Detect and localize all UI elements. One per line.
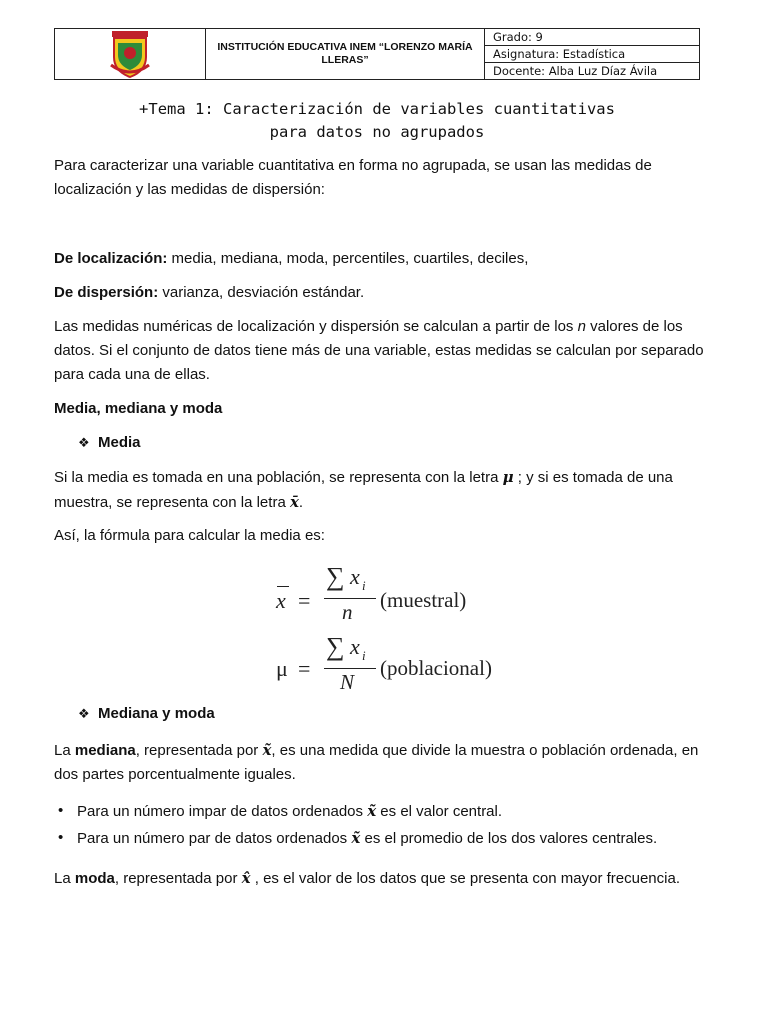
label-poblacional: (poblacional)	[380, 656, 492, 680]
mediana-paragraph	[54, 738, 712, 787]
label-muestral: (muestral)	[380, 588, 467, 612]
formula-intro: Así, la fórmula para calcular la media es:	[54, 527, 325, 544]
denominator-n: n	[342, 600, 353, 624]
xbar-overline	[277, 586, 289, 587]
diamond-bullet-icon: ❖	[78, 435, 90, 450]
formula-lhs-x: x	[276, 588, 286, 613]
shield-icon	[108, 29, 152, 79]
fraction-bar	[324, 668, 376, 669]
formula-muestral	[276, 562, 476, 626]
institution-name: INSTITUCIÓN EDUCATIVA INEM “LORENZO MARÍA LLERAS”	[206, 29, 485, 79]
list-item-text: Para un número par de datos ordenados x̃ es el promedio de los dos valores centrales.	[77, 829, 658, 847]
moda-paragraph	[54, 866, 712, 891]
intro-paragraph: Para caracterizar una variable cuantitativa en forma no agrupada, se usan las medidas de localización y las medidas de dispersión:	[54, 157, 652, 198]
formula-equals: =	[298, 588, 311, 613]
mediana-text-c: , es una medida que divide la muestra o población ordenada, en dos partes porcentualmente iguales.	[54, 742, 699, 783]
bullet-dot-icon: •	[58, 802, 64, 819]
subscript-i: i	[362, 578, 366, 593]
localization-line	[54, 247, 712, 271]
dispersion-line	[54, 281, 712, 305]
mediana-moda-heading	[78, 702, 215, 726]
title-line-2: para datos no agrupados	[269, 123, 485, 141]
title-line-1: +Tema 1: Caracterización de variables cuantitativas	[139, 100, 615, 118]
localization-text: media, mediana, moda, percentiles, cuartiles, deciles,	[167, 250, 529, 267]
numerator-x: x	[350, 564, 360, 589]
mediana-word: mediana	[74, 742, 136, 759]
moda-word: moda	[74, 870, 115, 887]
xbar-symbol: x̄	[289, 493, 299, 511]
mu-symbol: μ	[502, 468, 514, 486]
media-text-b: ; y si es tomada de una muestra, se representa con la letra	[54, 469, 673, 511]
xtilde-symbol: x̃	[367, 802, 377, 820]
list-item-text: Para un número impar de datos ordenados x̃ es el valor central.	[77, 802, 503, 820]
moda-text-c: , es el valor de los datos que se presenta con mayor frecuencia.	[250, 870, 680, 887]
diamond-bullet-icon: ❖	[78, 706, 90, 721]
moda-text-b: , representada por	[114, 870, 242, 887]
measures-text-b: valores de los datos. Si el conjunto de datos tiene más de una variable, estas medidas se calculan por separado para cada una de ellas.	[54, 318, 704, 383]
media-heading	[78, 431, 141, 455]
measures-paragraph	[54, 315, 712, 387]
grade-cell: Grado: 9	[493, 30, 543, 44]
course-info	[485, 29, 699, 79]
xhat-symbol: x̂	[241, 869, 251, 887]
localization-label: De localización:	[54, 250, 168, 267]
dispersion-label: De dispersión:	[54, 284, 159, 301]
xtilde-symbol: x̃	[351, 829, 361, 847]
media-heading-text: Media	[98, 434, 141, 451]
xtilde-symbol: x̃	[262, 741, 272, 759]
fraction-bar	[324, 598, 376, 599]
sum-symbol: ∑	[326, 632, 345, 661]
formula-poblacional	[276, 632, 496, 702]
mediana-text-b: , representada por	[135, 742, 263, 759]
page-title	[54, 98, 700, 144]
formula-lhs-mu: μ	[276, 656, 288, 681]
mediana-text-a: La	[54, 742, 75, 759]
mediana-moda-heading-text: Mediana y moda	[98, 705, 215, 722]
media-text-a: Si la media es tomada en una población, se representa con la letra	[54, 469, 503, 486]
dispersion-text: varianza, desviación estándar.	[158, 284, 365, 301]
subscript-i: i	[362, 648, 366, 663]
section-heading: Media, mediana y moda	[54, 400, 223, 417]
school-logo	[55, 29, 206, 79]
measures-text-a: Las medidas numéricas de localización y dispersión se calculan a partir de los	[54, 318, 578, 335]
measures-n: n	[577, 318, 586, 335]
media-text-c: .	[298, 494, 304, 511]
teacher-cell: Docente: Alba Luz Díaz Ávila	[485, 62, 699, 79]
header-table	[54, 28, 700, 80]
sum-symbol: ∑	[326, 562, 345, 591]
media-paragraph	[54, 465, 712, 515]
numerator-x: x	[350, 634, 360, 659]
bullet-dot-icon: •	[58, 829, 64, 846]
moda-text-a: La	[54, 870, 75, 887]
formula-equals: =	[298, 656, 311, 681]
subject-cell: Asignatura: Estadística	[485, 45, 699, 62]
denominator-N: N	[340, 670, 355, 694]
